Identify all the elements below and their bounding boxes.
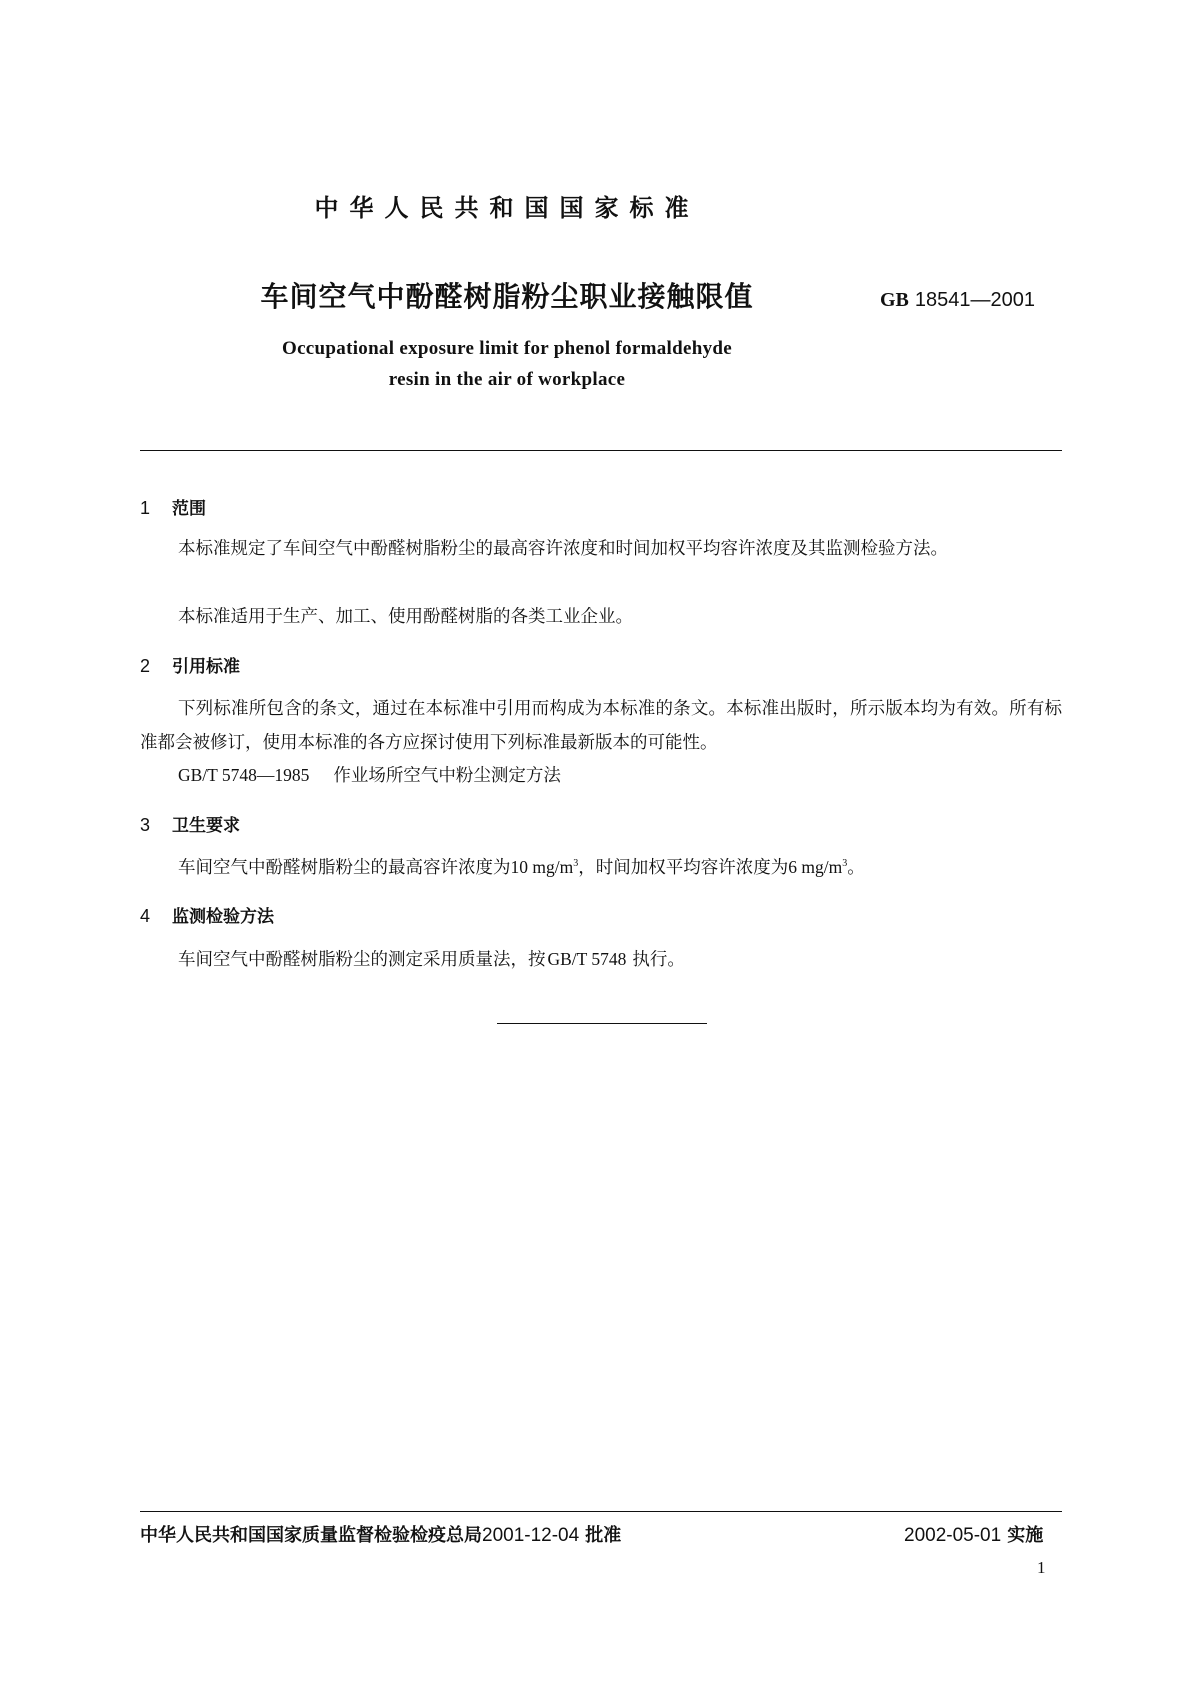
standard-prefix: GB bbox=[880, 289, 909, 311]
section-3-heading bbox=[140, 811, 240, 836]
section-number: 3 bbox=[140, 815, 151, 835]
section-2-paragraph-1: 下列标准所包含的条文，通过在本标准中引用而构成为本标准的条文。本标准出版时，所示版本均为有效。所有标准都会被修订，使用本标准的各方应探讨使用下列标准最新版本的可能性。 bbox=[140, 699, 1062, 753]
section-title: 范围 bbox=[172, 499, 206, 519]
national-standard-heading: 中华人民共和国国家标准 bbox=[314, 194, 700, 222]
footer-approval bbox=[140, 1521, 621, 1547]
standard-number bbox=[880, 289, 1035, 312]
page-number: 1 bbox=[1037, 1558, 1046, 1577]
header-divider bbox=[140, 450, 1062, 451]
section-number: 4 bbox=[140, 906, 151, 926]
exposure-limit-statement bbox=[178, 854, 865, 879]
twa-value: 6 mg/m bbox=[788, 857, 843, 877]
limit-text-end: 。 bbox=[847, 858, 865, 878]
section-number: 1 bbox=[140, 498, 151, 518]
footer-implementation bbox=[904, 1521, 1043, 1547]
mac-exponent: 3 bbox=[573, 858, 579, 870]
section-title: 引用标准 bbox=[172, 657, 240, 677]
section-1-heading bbox=[140, 494, 206, 519]
issuer: 中华人民共和国国家质量监督检验检疫总局 bbox=[140, 1525, 482, 1546]
footer-divider bbox=[140, 1511, 1062, 1512]
document-title-zh: 车间空气中酚醛树脂粉尘职业接触限值 bbox=[260, 280, 754, 313]
section-1-paragraph-1: 本标准规定了车间空气中酚醛树脂粉尘的最高容许浓度和时间加权平均容许浓度及其监测检验方法。 bbox=[178, 539, 948, 559]
section-4-heading bbox=[140, 902, 274, 927]
section-1-paragraph-2: 本标准适用于生产、加工、使用酚醛树脂的各类工业企业。 bbox=[178, 607, 633, 627]
reference-title: 作业场所空气中粉尘测定方法 bbox=[333, 766, 561, 786]
document-title-en-line2: resin in the air of workplace bbox=[388, 369, 626, 390]
end-of-text-rule bbox=[497, 1023, 707, 1024]
method-text-before: 车间空气中酚醛树脂粉尘的测定采用质量法，按 bbox=[178, 950, 546, 970]
section-2-heading bbox=[140, 652, 240, 677]
reference-code: GB/T 5748—1985 bbox=[178, 765, 310, 785]
document-title-en-line1: Occupational exposure limit for phenol formaldehyde bbox=[281, 338, 733, 359]
method-code: GB/T 5748 bbox=[547, 949, 627, 969]
mac-value: 10 mg/m bbox=[510, 857, 574, 877]
standard-code: 18541—2001 bbox=[914, 289, 1036, 311]
section-number: 2 bbox=[140, 656, 151, 676]
section-title: 监测检验方法 bbox=[172, 907, 274, 927]
section-title: 卫生要求 bbox=[172, 816, 240, 836]
limit-text-before: 车间空气中酚醛树脂粉尘的最高容许浓度为 bbox=[178, 858, 511, 878]
approve-date: 2001-12-04 bbox=[482, 1525, 580, 1546]
normative-reference bbox=[178, 762, 561, 787]
twa-exponent: 3 bbox=[842, 858, 848, 870]
method-statement bbox=[178, 946, 685, 971]
approve-word: 批准 bbox=[585, 1525, 622, 1546]
limit-text-middle: ，时间加权平均容许浓度为 bbox=[578, 858, 789, 878]
impl-word: 实施 bbox=[1007, 1525, 1044, 1546]
method-text-after: 执行。 bbox=[632, 950, 685, 970]
impl-date: 2002-05-01 bbox=[904, 1525, 1002, 1546]
